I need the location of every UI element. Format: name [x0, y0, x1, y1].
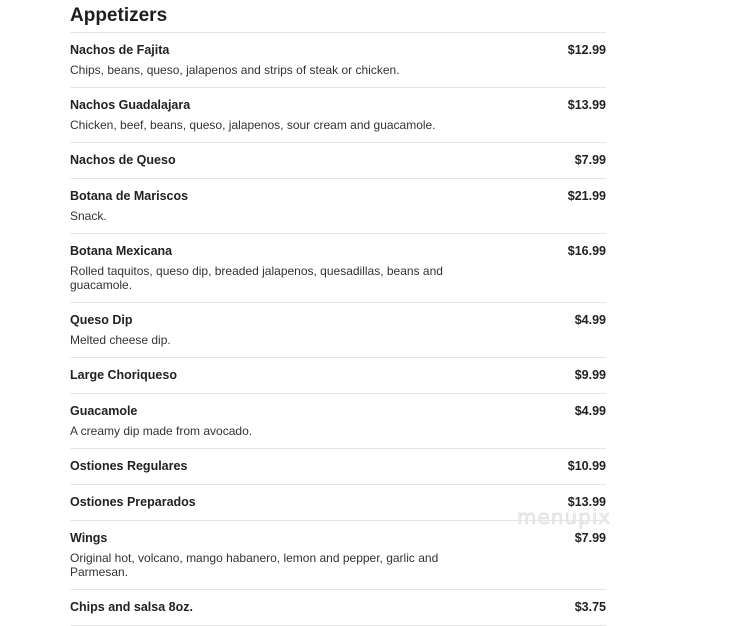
menu-item-header — [70, 312, 606, 328]
menu-item-description: Melted cheese dip. — [70, 333, 171, 347]
menu-item-description: Original hot, volcano, mango habanero, lemon and pepper, garlic and Parmesan. — [70, 551, 439, 579]
menu-item — [70, 521, 606, 590]
menu-item — [70, 88, 606, 143]
menu-item-price: $13.99 — [567, 495, 606, 509]
menu-item-price: $3.75 — [574, 600, 606, 614]
section-title: Appetizers — [70, 5, 606, 33]
menu-item-price: $4.99 — [574, 313, 606, 327]
menu-item-name: Large Choriqueso — [70, 368, 177, 382]
menu-item-name: Ostiones Regulares — [70, 459, 188, 473]
menu-item-name: Nachos de Fajita — [70, 43, 170, 57]
menu-item-header — [70, 97, 606, 113]
menu-item — [70, 234, 606, 303]
menu-item — [70, 179, 606, 234]
menu-item-header — [70, 599, 606, 615]
menu-item — [70, 33, 606, 88]
menu-item-name: Queso Dip — [70, 313, 133, 327]
menu-item-header — [70, 458, 606, 474]
menu-item-description: Chips, beans, queso, jalapenos and strips of steak or chicken. — [70, 63, 400, 77]
menu-item-price: $9.99 — [574, 368, 606, 382]
menu-item-name: Botana Mexicana — [70, 244, 173, 258]
menu-item-price: $12.99 — [567, 43, 606, 57]
watermark-logo: menupix — [517, 505, 612, 529]
menu-item-price: $21.99 — [567, 189, 606, 203]
menu-item-price: $4.99 — [574, 404, 606, 418]
menu-item-price: $7.99 — [574, 531, 606, 545]
menu-item-description: Snack. — [70, 209, 107, 223]
menu-item-description: Rolled taquitos, queso dip, breaded jalapenos, quesadillas, beans and guacamole. — [70, 264, 443, 292]
menu-item — [70, 303, 606, 358]
menu-item-name: Botana de Mariscos — [70, 189, 189, 203]
menu-item-price: $16.99 — [567, 244, 606, 258]
menu-item-description: A creamy dip made from avocado. — [70, 424, 253, 438]
menu-item-price: $13.99 — [567, 98, 606, 112]
menu-item-name: Nachos Guadalajara — [70, 98, 191, 112]
menu-item-name: Guacamole — [70, 404, 138, 418]
menu-item-header — [70, 403, 606, 419]
menu-item-name: Ostiones Preparados — [70, 495, 196, 509]
menu-item-name: Nachos de Queso — [70, 153, 176, 167]
menu-item — [70, 449, 606, 485]
menu-item-price: $7.99 — [574, 153, 606, 167]
menu-item-header — [70, 188, 606, 204]
menu-item-name: Wings — [70, 531, 108, 545]
menu-item — [70, 143, 606, 179]
menu-item-header — [70, 152, 606, 168]
menu-item — [70, 358, 606, 394]
menu-item-header — [70, 530, 606, 546]
menu-item-header — [70, 243, 606, 259]
menu-item-header — [70, 42, 606, 58]
menu-section — [70, 0, 606, 626]
menu-item-header — [70, 367, 606, 383]
menu-item-price: $10.99 — [567, 459, 606, 473]
menu-item-name: Chips and salsa 8oz. — [70, 600, 193, 614]
menu-item-description: Chicken, beef, beans, queso, jalapenos, sour cream and guacamole. — [70, 118, 436, 132]
menu-item — [70, 590, 606, 626]
menu-item — [70, 394, 606, 449]
